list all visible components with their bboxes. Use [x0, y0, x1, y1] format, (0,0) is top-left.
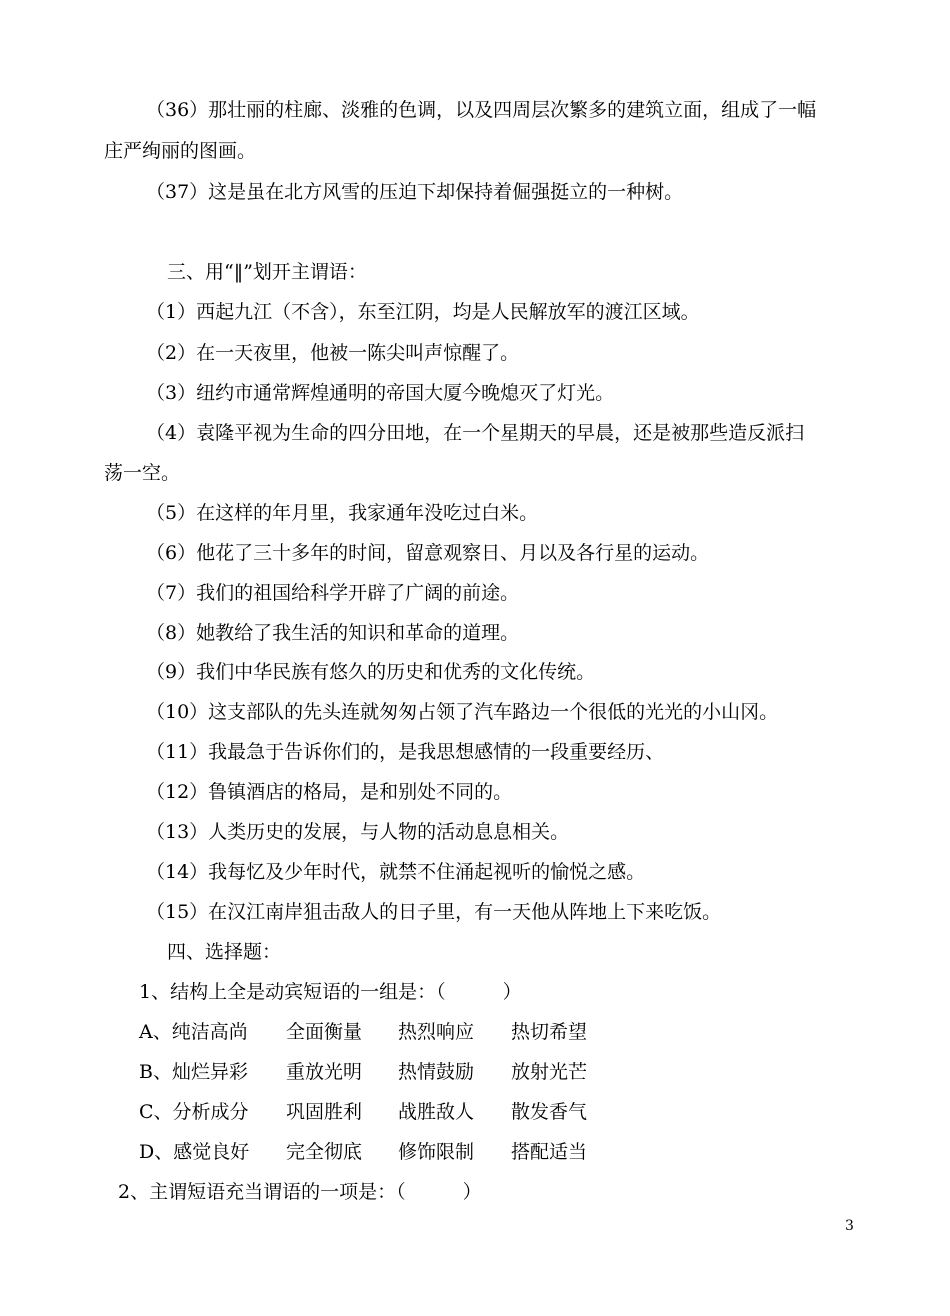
option-d-item-2: 修饰限制 [398, 1141, 475, 1163]
part3-sentence-12: （12）鲁镇酒店的格局，是和别处不同的。 [146, 781, 513, 803]
part3-heading: 三、用“‖”划开主谓语： [167, 261, 367, 283]
option-b-item-3: 放射光芒 [511, 1061, 588, 1083]
option-b-item-1: 重放光明 [286, 1061, 363, 1083]
option-d-item-3: 搭配适当 [511, 1141, 588, 1163]
option-c-item-3: 散发香气 [511, 1101, 588, 1123]
part3-sentence-2: （2）在一天夜里，他被一陈尖叫声惊醒了。 [146, 342, 520, 364]
page-number: 3 [845, 1218, 854, 1234]
part3-sentence-14: （14）我每忆及少年时代，就禁不住涌起视听的愉悦之感。 [146, 861, 646, 883]
option-d-label: D、感觉良好 [139, 1141, 250, 1163]
part3-sentence-3: （3）纽约市通常辉煌通明的帝国大厦今晚熄灭了灯光。 [146, 382, 615, 404]
part3-sentence-9: （9）我们中华民族有悠久的历史和优秀的文化传统。 [146, 661, 596, 683]
option-a-item-2: 热烈响应 [398, 1021, 475, 1043]
part3-sentence-4-line2: 荡一空。 [104, 462, 181, 484]
part3-sentence-13: （13）人类历史的发展，与人物的活动息息相关。 [146, 821, 570, 843]
part3-sentence-7: （7）我们的祖国给科学开辟了广阔的前途。 [146, 582, 520, 604]
option-a-label: A、纯洁高尚 [139, 1021, 248, 1043]
part3-sentence-6: （6）他花了三十多年的时间，留意观察日、月以及各行星的运动。 [146, 542, 710, 564]
part3-sentence-8: （8）她教给了我生活的知识和革命的道理。 [146, 622, 520, 644]
option-a-item-1: 全面衡量 [286, 1021, 363, 1043]
sentence-36-line2: 庄严绚丽的图画。 [104, 140, 257, 162]
question-1-stem: 1、结构上全是动宾短语的一组是：（ ） [139, 981, 522, 1003]
sentence-36-line1: （36）那壮丽的柱廊、淡雅的色调，以及四周层次繁多的建筑立面，组成了一幅 [146, 99, 817, 121]
option-c-item-2: 战胜敌人 [398, 1101, 475, 1123]
part3-sentence-4-line1: （4）袁隆平视为生命的四分田地，在一个星期天的早晨，还是被那些造反派扫 [146, 422, 805, 444]
part3-sentence-5: （5）在这样的年月里，我家通年没吃过白米。 [146, 502, 539, 524]
part3-sentence-15: （15）在汉江南岸狙击敌人的日子里，有一天他从阵地上下来吃饭。 [146, 901, 722, 923]
part4-heading: 四、选择题： [167, 941, 282, 963]
option-d-item-1: 完全彻底 [286, 1141, 363, 1163]
part3-sentence-11: （11）我最急于告诉你们的，是我思想感情的一段重要经历、 [146, 741, 665, 763]
option-c-item-1: 巩固胜利 [286, 1101, 363, 1123]
option-c-label: C、分析成分 [139, 1101, 249, 1123]
part3-sentence-10: （10）这支部队的先头连就匆匆占领了汽车路边一个很低的光光的小山冈。 [146, 701, 779, 723]
option-b-item-2: 热情鼓励 [398, 1061, 475, 1083]
part3-sentence-1: （1）西起九江（不含），东至江阴，均是人民解放军的渡江区域。 [146, 301, 700, 323]
sentence-37: （37）这是虽在北方风雪的压迫下却保持着倔强挺立的一种树。 [146, 181, 684, 203]
option-a-item-3: 热切希望 [511, 1021, 588, 1043]
question-2-stem: 2、主谓短语充当谓语的一项是：（ ） [118, 1181, 482, 1203]
option-b-label: B、灿烂异彩 [139, 1061, 248, 1083]
